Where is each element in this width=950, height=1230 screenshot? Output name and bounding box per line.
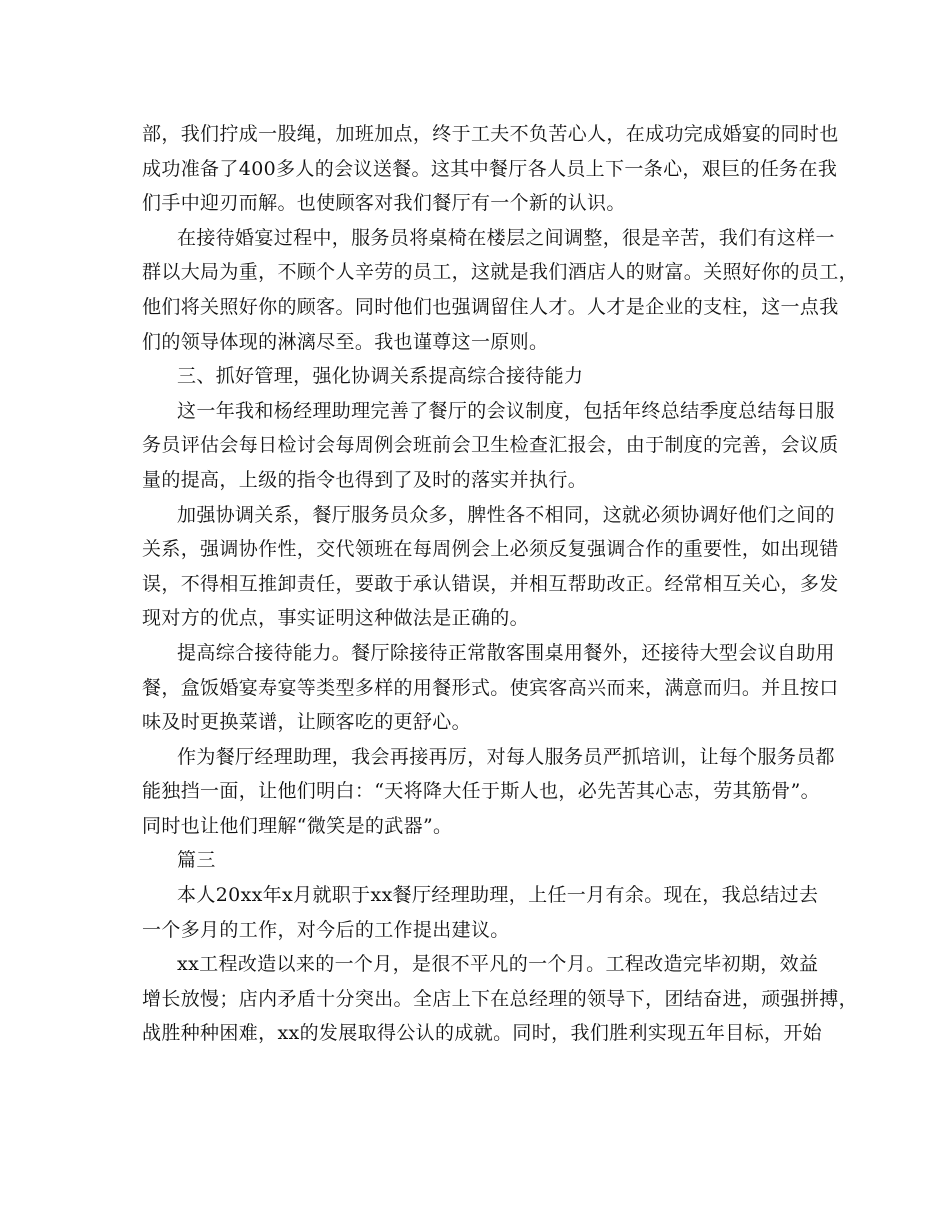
text-line: 们的领导体现的淋漓尽至。我也谨尊这一原则。	[142, 330, 549, 353]
text-line: 部，我们拧成一股绳，加班加点，终于工夫不负苦心人，在成功完成婚宴的同时也	[142, 123, 839, 145]
paragraph-start-line: xx工程改造以来的一个月，是很不平凡的一个月。工程改造完毕初期，效益	[177, 953, 819, 976]
text-line: 同时也让他们理解“微笑是的武器”。	[142, 814, 453, 837]
text-line: 能独挡一面，让他们明白：“天将降大任于斯人也，必先苦其心志，劳其筋骨”。	[142, 780, 821, 803]
text-line: 务员评估会每日检讨会每周例会班前会卫生检查汇报会，由于制度的完善，会议质	[142, 434, 839, 457]
text-line: 们手中迎刃而解。也使顾客对我们餐厅有一个新的认识。	[142, 192, 626, 215]
text-line: 他们将关照好你的顾客。同时他们也强调留住人才。人才是企业的支柱，这一点我	[142, 295, 839, 318]
text-line: 成功准备了400多人的会议送餐。这其中餐厅各人员上下一条心，艰巨的任务在我	[142, 157, 838, 180]
text-line: 战胜种种困难，xx的发展取得公认的成就。同时，我们胜利实现五年目标，开始	[142, 1022, 823, 1045]
section-heading: 三、抓好管理，强化协调关系提高综合接待能力	[177, 365, 584, 388]
text-line: 关系，强调协作性，交代领班在每周例会上必须反复强调合作的重要性，如出现错	[142, 538, 839, 561]
paragraph-start-line: 提高综合接待能力。餐厅除接待正常散客围桌用餐外，还接待大型会议自助用	[177, 641, 835, 664]
text-line: 一个多月的工作，对今后的工作提出建议。	[142, 918, 510, 941]
paragraph-start-line: 这一年我和杨经理助理完善了餐厅的会议制度，包括年终总结季度总结每日服	[177, 399, 835, 422]
text-line: 误，不得相互推卸责任，要敢于承认错误，并相互帮助改正。经常相互关心，多发	[142, 572, 839, 595]
text-line: 增长放慢；店内矛盾十分突出。全店上下在总经理的领导下，团结奋进，顽强拼搏，	[142, 987, 858, 1010]
paragraph-start-line: 作为餐厅经理助理，我会再接再厉，对每人服务员严抓培训，让每个服务员都	[177, 745, 835, 768]
document-body	[142, 117, 858, 1051]
text-line: 餐，盒饭婚宴寿宴等类型多样的用餐形式。使宾客高兴而来，满意而归。并且按口	[142, 676, 839, 699]
text-line: 现对方的优点，事实证明这种做法是正确的。	[142, 607, 530, 630]
text-line: 味及时更换菜谱，让顾客吃的更舒心。	[142, 711, 471, 734]
text-line: 量的提高，上级的指令也得到了及时的落实并执行。	[142, 468, 588, 491]
paragraph-start-line: 加强协调关系，餐厅服务员众多，脾性各不相同，这就必须协调好他们之间的	[177, 503, 835, 526]
section-heading: 篇三	[177, 849, 216, 872]
text-line: 群以大局为重，不顾个人辛劳的员工，这就是我们酒店人的财富。关照好你的员工，	[142, 261, 858, 284]
paragraph-start-line: 本人20xx年x月就职于xx餐厅经理助理，上任一月有余。现在，我总结过去	[177, 884, 819, 907]
paragraph-start-line: 在接待婚宴过程中，服务员将桌椅在楼层之间调整，很是辛苦，我们有这样一	[177, 226, 835, 249]
